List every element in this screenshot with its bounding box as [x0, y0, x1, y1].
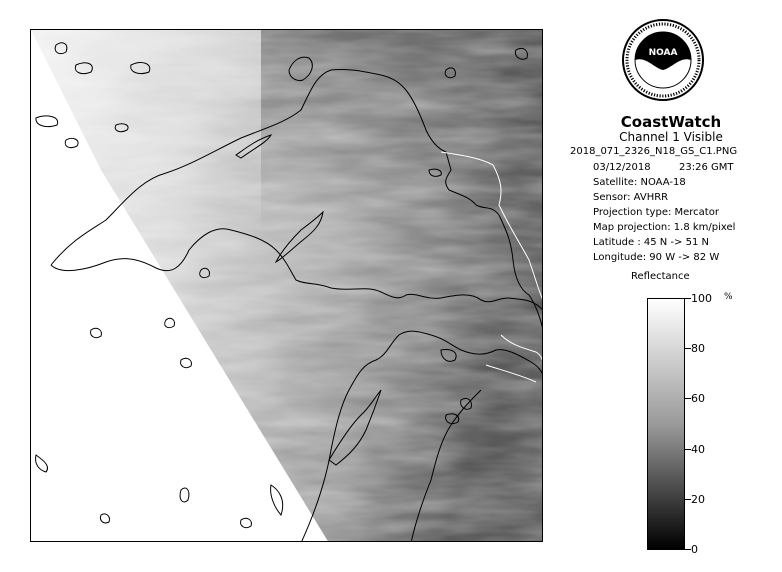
colorbar-tick-label-40: 40 — [691, 442, 705, 456]
colorbar-tick-label-60: 60 — [691, 392, 705, 406]
colorbar-tick-label-80: 80 — [691, 342, 705, 356]
filename-label: 2018_071_2326_N18_GS_C1.PNG — [570, 146, 738, 157]
latitude-label: Latitude : 45 N -> 51 N — [593, 237, 709, 248]
colorbar-tick-label-100: 100 — [691, 292, 712, 305]
channel-label: Channel 1 Visible — [619, 130, 723, 144]
colorbar — [647, 298, 685, 550]
product-title: CoastWatch — [620, 113, 722, 131]
longitude-label: Longitude: 90 W -> 82 W — [593, 252, 720, 263]
satellite-image — [31, 30, 543, 542]
map-projection-label: Map projection: 1.8 km/pixel — [593, 222, 736, 233]
sensor-label: Sensor: AVHRR — [593, 192, 669, 203]
logo-center-text: NOAA — [648, 48, 678, 58]
time-label: 23:26 GMT — [679, 162, 734, 173]
colorbar-tick-label-20: 20 — [691, 492, 705, 506]
colorbar-unit: % — [724, 292, 733, 302]
colorbar-title: Reflectance — [631, 271, 690, 282]
date-label: 03/12/2018 — [593, 162, 651, 173]
satellite-image-panel — [30, 29, 543, 542]
noaa-logo — [620, 12, 706, 108]
colorbar-tick-label-0: 0 — [691, 543, 698, 556]
projection-type-label: Projection type: Mercator — [593, 207, 719, 218]
satellite-label: Satellite: NOAA-18 — [593, 177, 686, 188]
